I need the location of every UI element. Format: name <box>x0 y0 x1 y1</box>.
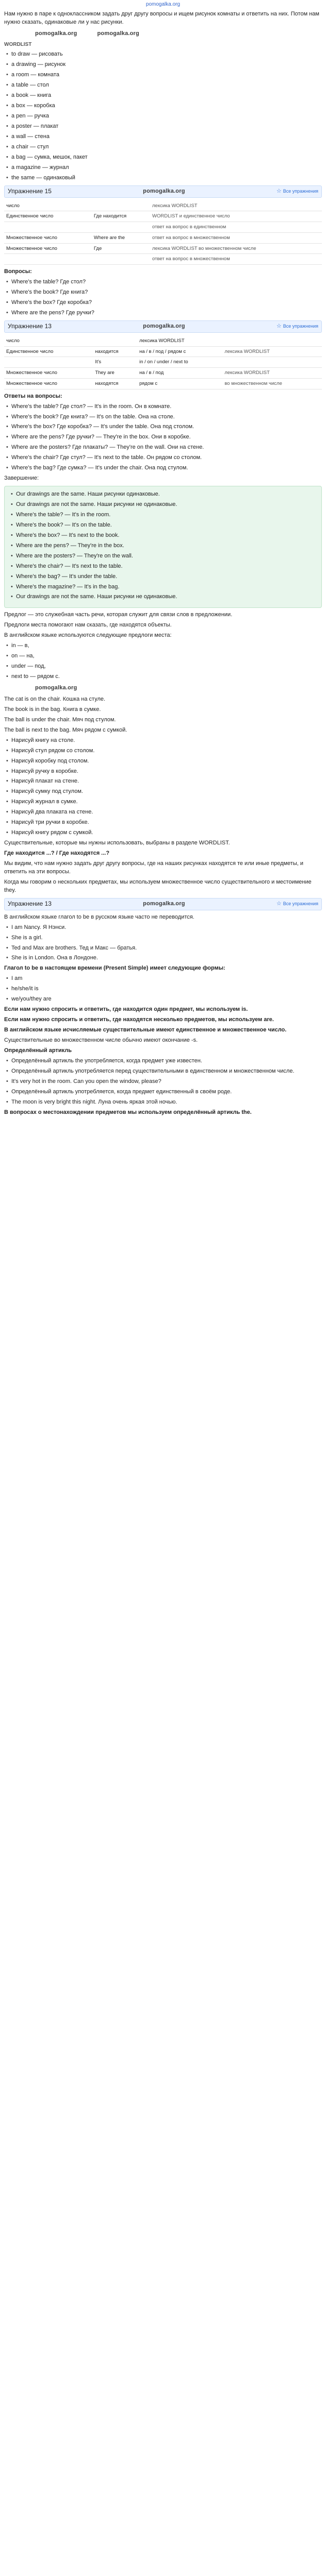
list-item: • Нарисуй стул рядом со столом. <box>11 747 322 755</box>
list-item: • Нарисуй три ручки в коробке. <box>11 819 322 827</box>
answers-title: Ответы на вопросы: <box>4 393 62 399</box>
grammar-paragraph: Предлог — это служебная часть речи, которая служит для связи слов в предложении. <box>4 612 233 618</box>
list-item: • Where's the book? Где книга? — It's on the table. Она на столе. <box>11 413 322 421</box>
list-item: • Where's the box? — It's next to the book. <box>16 532 317 540</box>
list-item: • Нарисуй плакат на стене. <box>11 777 322 786</box>
content <box>0 10 326 1737</box>
forms-list <box>4 975 322 1004</box>
list-item: • a wall — стена <box>11 133 322 141</box>
list-item: • Where's the table? Где стол? <box>11 278 322 286</box>
star-icon: ☆ <box>276 900 282 907</box>
list-item: • under — под, <box>11 663 322 671</box>
table-cell <box>92 254 150 265</box>
list-item: • She is a girl. <box>11 934 322 942</box>
grammar-table <box>4 336 322 389</box>
table-cell <box>222 336 322 346</box>
list-item: • Нарисуй коробку под столом. <box>11 757 322 766</box>
table-row <box>4 201 322 211</box>
grammar-paragraph: В вопросах о местонахождении предметов мы используем определённый артикль the. <box>4 1109 252 1115</box>
list-item: • Нарисуй книгу на столе. <box>11 737 322 745</box>
site-domain[interactable]: pomogalka.org <box>145 2 181 7</box>
list-item: • Our drawings are the same. Наши рисунки одинаковые. <box>16 490 317 499</box>
list-item: • a book — книга <box>11 92 322 100</box>
table-cell: in / on / under / next to <box>137 357 222 368</box>
star-icon: ☆ <box>276 188 282 194</box>
page-bottom <box>4 1118 322 1737</box>
list-item: • Where's the box? Где коробка? <box>11 299 322 307</box>
table-row <box>4 357 322 368</box>
list-item: • a poster — плакат <box>11 123 322 131</box>
list-item: • The moon is very bright this night. Луна очень яркая этой ночью. <box>11 1098 322 1107</box>
list-item: • Определённый артикль употребляется, когда предмет единственный в своём роде. <box>11 1088 322 1096</box>
all-exercises-link[interactable] <box>276 900 318 908</box>
answers-list <box>4 403 322 473</box>
table-cell <box>92 222 150 233</box>
list-item: • a table — стол <box>11 81 322 90</box>
list-item: • in — в, <box>11 642 322 650</box>
grammar-paragraph: Когда мы говорим о нескольких предметах, мы используем множественное число существительного и местоимение they. <box>4 878 312 893</box>
star-icon: ☆ <box>276 323 282 329</box>
all-exercises-link[interactable] <box>276 188 318 196</box>
examples-list <box>4 924 322 963</box>
table-cell: Where are the <box>92 232 150 243</box>
table-cell <box>92 201 150 211</box>
grammar-table <box>4 201 322 265</box>
exercise-title: Упражнение 13 <box>8 900 52 908</box>
example-line: The cat is on the chair. Кошка на стуле. <box>4 696 106 702</box>
list-item: • Where's the bag? Где сумка? — It's under the chair. Она под стулом. <box>11 464 322 472</box>
watermark: pomogalka.org <box>97 30 139 37</box>
list-item: • a magazine — журнал <box>11 164 322 172</box>
table-cell: ответ на вопрос в множественном <box>150 254 322 265</box>
prepositions-list <box>4 642 322 681</box>
table-cell: лексика WORDLIST <box>222 346 322 357</box>
grammar-paragraph: Где находится ...? / Где находятся ...? <box>4 850 110 857</box>
watermark: pomogalka.org <box>143 323 185 329</box>
list-item: • Our drawings are not the same. Наши рисунки не одинаковые. <box>16 501 317 509</box>
rule-title: Глагол to be в настоящем времени (Present Simple) имеет следующие формы: <box>4 965 225 972</box>
grammar-paragraph: Существительные, которые мы нужны использовать, выбраны в разделе WORDLIST. <box>4 840 230 846</box>
table-cell: Множественное число <box>4 243 92 254</box>
list-item: • Определённый артикль употребляется перед существительными в единственном и множественном числе. <box>11 1067 322 1076</box>
list-item: • Where's the bag? — It's under the table. <box>16 573 317 581</box>
grammar-paragraph: В английском языке используются следующие предлоги места: <box>4 632 172 639</box>
table-cell: WORDLIST и единственное число <box>150 211 322 222</box>
table-row <box>4 243 322 254</box>
table-cell: лексика WORDLIST во множественном числе <box>150 243 322 254</box>
watermark: pomogalka.org <box>35 684 77 691</box>
list-item: • next to — рядом с. <box>11 673 322 681</box>
list-item: • to draw — рисовать <box>11 50 322 59</box>
grammar-paragraph: В английском языке исчисляемые существительные имеют единственное и множественное число. <box>4 1027 287 1033</box>
table-row <box>4 211 322 222</box>
watermark: pomogalka.org <box>143 188 185 194</box>
list-item: • a pen — ручка <box>11 112 322 121</box>
list-item: • Where are the pens? Где ручки? <box>11 309 322 317</box>
table-cell: находятся <box>93 378 137 389</box>
compare-lead: Завершение: <box>4 475 39 482</box>
all-exercises-label: Все упражнения <box>283 901 318 907</box>
example-line: The book is in the bag. Книга в сумке. <box>4 706 101 713</box>
grammar-paragraph: Если нам нужно спросить и ответить, где находятся несколько предметов, мы используем are. <box>4 1016 274 1023</box>
watermark: pomogalka.org <box>35 30 77 37</box>
list-item: • a drawing — рисунок <box>11 61 322 69</box>
exercise-title: Упражнение 15 <box>8 187 52 195</box>
wordlist-ref: WORDLIST <box>4 41 32 47</box>
table-cell: Где <box>92 243 150 254</box>
table-cell: Единственное число <box>4 346 93 357</box>
list-item: • Where are the pens? Где ручки? — They're in the box. Они в коробке. <box>11 433 322 442</box>
table-cell: находится <box>93 346 137 357</box>
table-cell <box>4 357 93 368</box>
grammar-paragraph: Предлоги места помогают нам сказать, где находятся объекты. <box>4 622 172 629</box>
table-cell: число <box>4 336 93 346</box>
table-row <box>4 378 322 389</box>
table-cell: Единственное число <box>4 211 92 222</box>
list-item: • Нарисуй два плаката на стене. <box>11 808 322 817</box>
table-cell <box>93 336 137 346</box>
list-item: • Where's the magazine? — It's in the bag. <box>16 583 317 591</box>
table-cell: на / в / под <box>137 368 222 379</box>
table-row <box>4 336 322 346</box>
list-item: • I am Nancy. Я Нэнси. <box>11 924 322 932</box>
table-cell <box>222 357 322 368</box>
watermark-row <box>4 29 322 39</box>
grammar-paragraph: Если нам нужно спросить и ответить, где находится один предмет, мы используем is. <box>4 1006 248 1013</box>
list-item: • Where's the table? Где стол? — It's in the room. Он в комнате. <box>11 403 322 411</box>
table-cell: Множественное число <box>4 368 93 379</box>
list-item: • Where are the posters? — They're on the wall. <box>16 552 317 561</box>
answer-box-list <box>9 490 317 601</box>
table-cell: лексика WORDLIST <box>222 368 322 379</box>
answer-box <box>4 486 322 608</box>
watermark-row <box>4 683 322 693</box>
table-cell <box>4 254 92 265</box>
table-cell: ответ на вопрос в множественном <box>150 232 322 243</box>
table-cell: Множественное число <box>4 232 92 243</box>
all-exercises-link[interactable] <box>276 323 318 331</box>
questions-list <box>4 278 322 317</box>
wordlist <box>4 50 322 182</box>
table-cell: во множественном числе <box>222 378 322 389</box>
list-item: • he/she/it is <box>11 985 322 993</box>
practice-list <box>4 737 322 837</box>
list-item: • Where's the table? — It's in the room. <box>16 511 317 519</box>
table-cell: ответ на вопрос в единственном <box>150 222 322 233</box>
list-item: • Нарисуй сумку под стулом. <box>11 788 322 796</box>
list-item: • Ted and Max are brothers. Тед и Макс — братья. <box>11 944 322 953</box>
all-exercises-label: Все упражнения <box>283 189 318 194</box>
example-line: The ball is under the chair. Мяч под стулом. <box>4 716 116 723</box>
all-exercises-label: Все упражнения <box>283 324 318 329</box>
list-item: • Where's the chair? Где стул? — It's next to the table. Он рядом со столом. <box>11 454 322 462</box>
list-item: • we/you/they are <box>11 995 322 1004</box>
list-item: • Нарисуй ручку в коробке. <box>11 768 322 776</box>
intro-text: Нам нужно в паре к одноклассником задать друг другу вопросы и ищем рисунок комнаты и ответить на них. Потом нам нужно сказать, одинаковые ли у нас рисунки. <box>4 11 319 25</box>
articles-title: Определённый артикль <box>4 1047 72 1054</box>
list-item: • a chair — стул <box>11 143 322 151</box>
table-cell: Где находится <box>92 211 150 222</box>
list-item: • Определённый артикль the употребляется, когда предмет уже известен. <box>11 1057 322 1065</box>
table-cell: рядом с <box>137 378 222 389</box>
exercise-header <box>4 898 322 910</box>
grammar-paragraph: Существительные во множественном числе обычно имеют окончание -s. <box>4 1037 198 1043</box>
list-item: • a room — комната <box>11 71 322 79</box>
list-item: • on — на, <box>11 652 322 660</box>
table-cell <box>4 222 92 233</box>
list-item: • a bag — сумка, мешок, пакет <box>11 154 322 162</box>
list-item: • Нарисуй книгу рядом с сумкой. <box>11 829 322 837</box>
list-item: • Where's the book? — It's on the table. <box>16 521 317 530</box>
watermark: pomogalka.org <box>143 900 185 907</box>
list-item: • Where's the chair? — It's next to the table. <box>16 563 317 571</box>
table-cell: It's <box>93 357 137 368</box>
exercise-header <box>4 185 322 198</box>
table-row <box>4 222 322 233</box>
list-item: • Where's the box? Где коробка? — It's under the table. Она под столом. <box>11 423 322 431</box>
articles-list <box>4 1057 322 1107</box>
table-row <box>4 346 322 357</box>
table-cell: на / в / под / рядом с <box>137 346 222 357</box>
list-item: • It's very hot in the room. Can you open the window, please? <box>11 1078 322 1086</box>
example-line: The ball is next to the bag. Мяч рядом с сумкой. <box>4 726 127 733</box>
table-cell: лексика WORDLIST <box>150 201 322 211</box>
list-item: • She is in London. Она в Лондоне. <box>11 954 322 962</box>
list-item: • I am <box>11 975 322 983</box>
site-domain-bar <box>0 0 326 8</box>
exercise-title: Упражнение 13 <box>8 323 52 330</box>
table-row <box>4 232 322 243</box>
grammar-paragraph: Мы видим, что нам нужно задать друг другу вопросы, где на наших рисунках находятся те или иные предметы, и ответить на эти вопросы. <box>4 860 304 875</box>
list-item: • Where's the book? Где книга? <box>11 289 322 297</box>
table-cell: Множественное число <box>4 378 93 389</box>
list-item: • Our drawings are not the same. Наши рисунки не одинаковые. <box>16 593 317 601</box>
list-item: • a box — коробка <box>11 102 322 110</box>
table-row <box>4 254 322 265</box>
list-item: • the same — одинаковый <box>11 174 322 182</box>
list-item: • Нарисуй журнал в сумке. <box>11 798 322 806</box>
table-cell: They are <box>93 368 137 379</box>
list-item: • Where are the posters? Где плакаты? — They're on the wall. Они на стене. <box>11 444 322 452</box>
table-cell: число <box>4 201 92 211</box>
list-item: • Where are the pens? — They're in the box. <box>16 542 317 550</box>
questions-title: Вопросы: <box>4 268 32 275</box>
table-cell: лексика WORDLIST <box>137 336 222 346</box>
table-row <box>4 368 322 379</box>
grammar-paragraph: В английском языке глагол to be в русском языке часто не переводится. <box>4 913 194 920</box>
exercise-header <box>4 320 322 333</box>
